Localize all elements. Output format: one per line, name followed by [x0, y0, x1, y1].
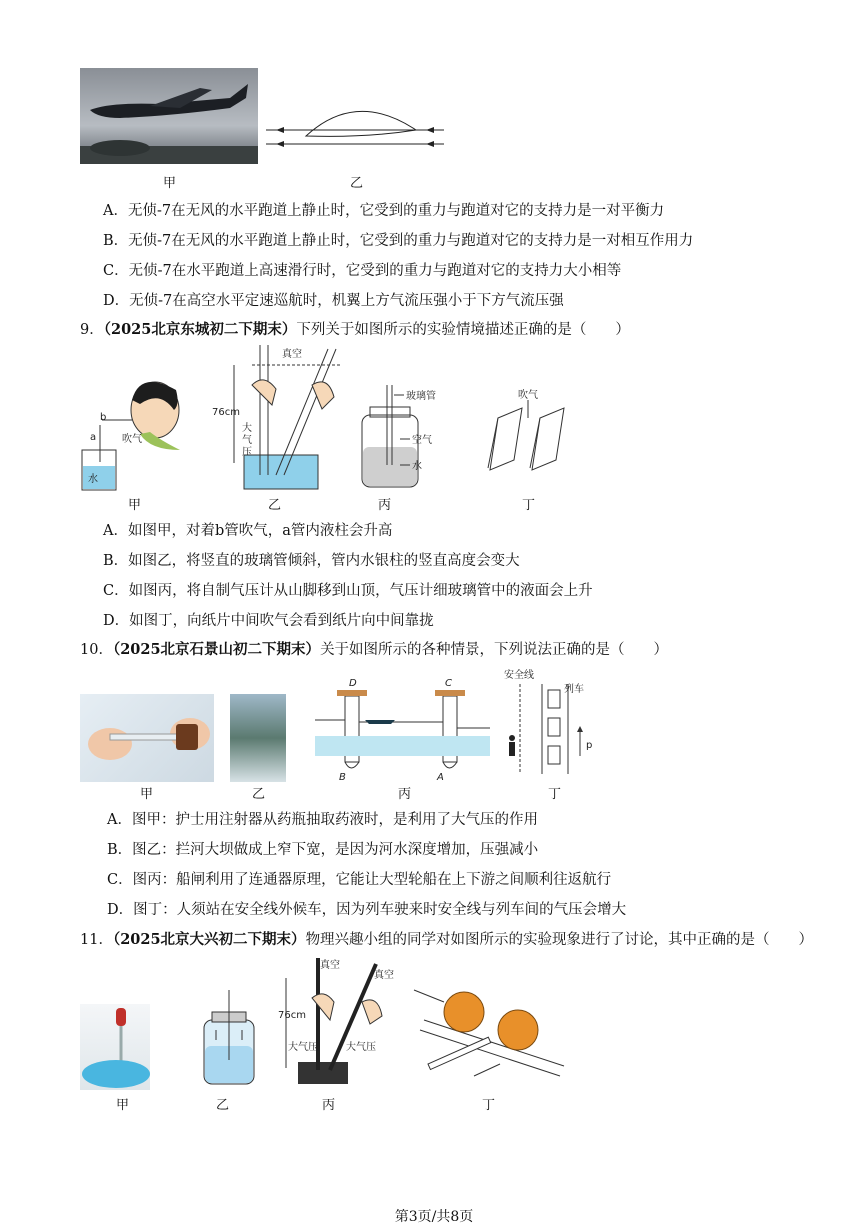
- svg-text:真空: 真空: [282, 349, 302, 360]
- svg-text:列车: 列车: [564, 684, 584, 695]
- option-d: D．无侦-7在高空水平定速巡航时，机翼上方气流压强小于下方气流压强: [103, 293, 564, 309]
- q11-fig-yi: [200, 990, 260, 1090]
- svg-text:p: p: [586, 740, 593, 751]
- svg-text:玻璃管: 玻璃管: [406, 391, 436, 402]
- q10-fig-ding: [500, 666, 610, 786]
- svg-text:A: A: [437, 772, 444, 783]
- question-9: 9．（2025北京东城初二下期末）下列关于如图所示的实验情境描述正确的是（ ）: [80, 321, 630, 338]
- q9-fig-jia: [80, 370, 190, 490]
- svg-text:大气压: 大气压: [288, 1042, 318, 1053]
- option-b: B．无侦-7在无风的水平跑道上静止时，它受到的重力与跑道对它的支持力是一对相互作用力: [103, 233, 694, 249]
- drone-photo: [80, 68, 258, 164]
- svg-text:真空: 真空: [374, 970, 394, 981]
- svg-text:压: 压: [242, 447, 252, 458]
- option-b: B．如图乙，将竖直的玻璃管倾斜，管内水银柱的竖直高度会变大: [103, 553, 520, 569]
- q11-fig-ding: [414, 990, 574, 1090]
- dam-photo: [230, 694, 286, 782]
- option-c: C．无侦-7在水平跑道上高速滑行时，它受到的重力与跑道对它的支持力大小相等: [103, 263, 622, 279]
- q10-fig-bing: [315, 676, 495, 786]
- svg-text:真空: 真空: [320, 960, 340, 971]
- fig-label: 丙: [398, 787, 412, 802]
- question-11: 11．（2025北京大兴初二下期末）物理兴趣小组的同学对如图所示的实验现象进行了讨论，其中正确的是（ ）: [80, 931, 814, 948]
- option-c: C．如图丙，将自制气压计从山脚移到山顶，气压计细玻璃管中的液面会上升: [103, 583, 593, 599]
- fig-label: 丁: [522, 498, 536, 513]
- fig-label: 甲: [128, 498, 142, 513]
- svg-text:b: b: [100, 412, 107, 423]
- svg-text:a: a: [90, 432, 97, 443]
- svg-text:吹气: 吹气: [122, 434, 142, 445]
- option-a: A．无侦-7在无风的水平跑道上静止时，它受到的重力与跑道对它的支持力是一对平衡力: [103, 203, 665, 219]
- q9-fig-bing: [360, 385, 470, 495]
- fig-label: 乙: [216, 1098, 230, 1113]
- svg-text:水: 水: [412, 461, 422, 472]
- svg-text:大: 大: [242, 423, 252, 434]
- option-c: C．图丙：船闸利用了连通器原理，它能让大型轮船在上下游之间顺利往返航行: [107, 872, 612, 888]
- wing-airflow-diagram: [266, 100, 446, 150]
- svg-text:吹气: 吹气: [518, 390, 538, 401]
- fig-label: 乙: [252, 787, 266, 802]
- option-d: D．图丁：人须站在安全线外候车，因为列车驶来时安全线与列车间的气压会增大: [107, 902, 627, 918]
- svg-text:空气: 空气: [412, 435, 432, 446]
- fig-label: 丙: [378, 498, 392, 513]
- fig-label: 甲: [163, 176, 177, 191]
- option-a: A．如图甲，对着b管吹气，a管内液柱会升高: [103, 523, 393, 539]
- question-10: 10．（2025北京石景山初二下期末）关于如图所示的各种情景，下列说法正确的是（ ）: [80, 641, 669, 658]
- fig-label: 乙: [350, 176, 364, 191]
- svg-text:水: 水: [88, 474, 98, 485]
- fig-label: 丁: [548, 787, 562, 802]
- svg-text:C: C: [445, 678, 452, 689]
- page-footer: 第3页/共8页: [394, 1209, 474, 1225]
- drone-silhouette-icon: [80, 68, 258, 164]
- svg-text:气: 气: [242, 435, 252, 446]
- svg-text:D: D: [349, 678, 357, 689]
- syringe-photo: [80, 694, 214, 782]
- option-d: D．如图丁，向纸片中间吹气会看到纸片向中间靠拢: [103, 613, 434, 629]
- svg-text:76cm: 76cm: [212, 407, 240, 418]
- dropper-photo: [80, 1004, 150, 1090]
- svg-text:76cm: 76cm: [278, 1010, 306, 1021]
- fig-label: 丁: [482, 1098, 496, 1113]
- svg-text:安全线: 安全线: [504, 670, 534, 681]
- q11-fig-bing: [278, 958, 398, 1088]
- q9-fig-yi: [212, 345, 352, 495]
- option-a: A．图甲：护士用注射器从药瓶抽取药液时，是利用了大气压的作用: [107, 812, 538, 828]
- svg-text:B: B: [339, 772, 346, 783]
- fig-label: 甲: [116, 1098, 130, 1113]
- fig-label: 丙: [322, 1098, 336, 1113]
- option-b: B．图乙：拦河大坝做成上窄下宽，是因为河水深度增加，压强减小: [107, 842, 539, 858]
- svg-text:大气压: 大气压: [346, 1042, 376, 1053]
- fig-label: 甲: [140, 787, 154, 802]
- q9-fig-ding: [478, 388, 568, 488]
- fig-label: 乙: [268, 498, 282, 513]
